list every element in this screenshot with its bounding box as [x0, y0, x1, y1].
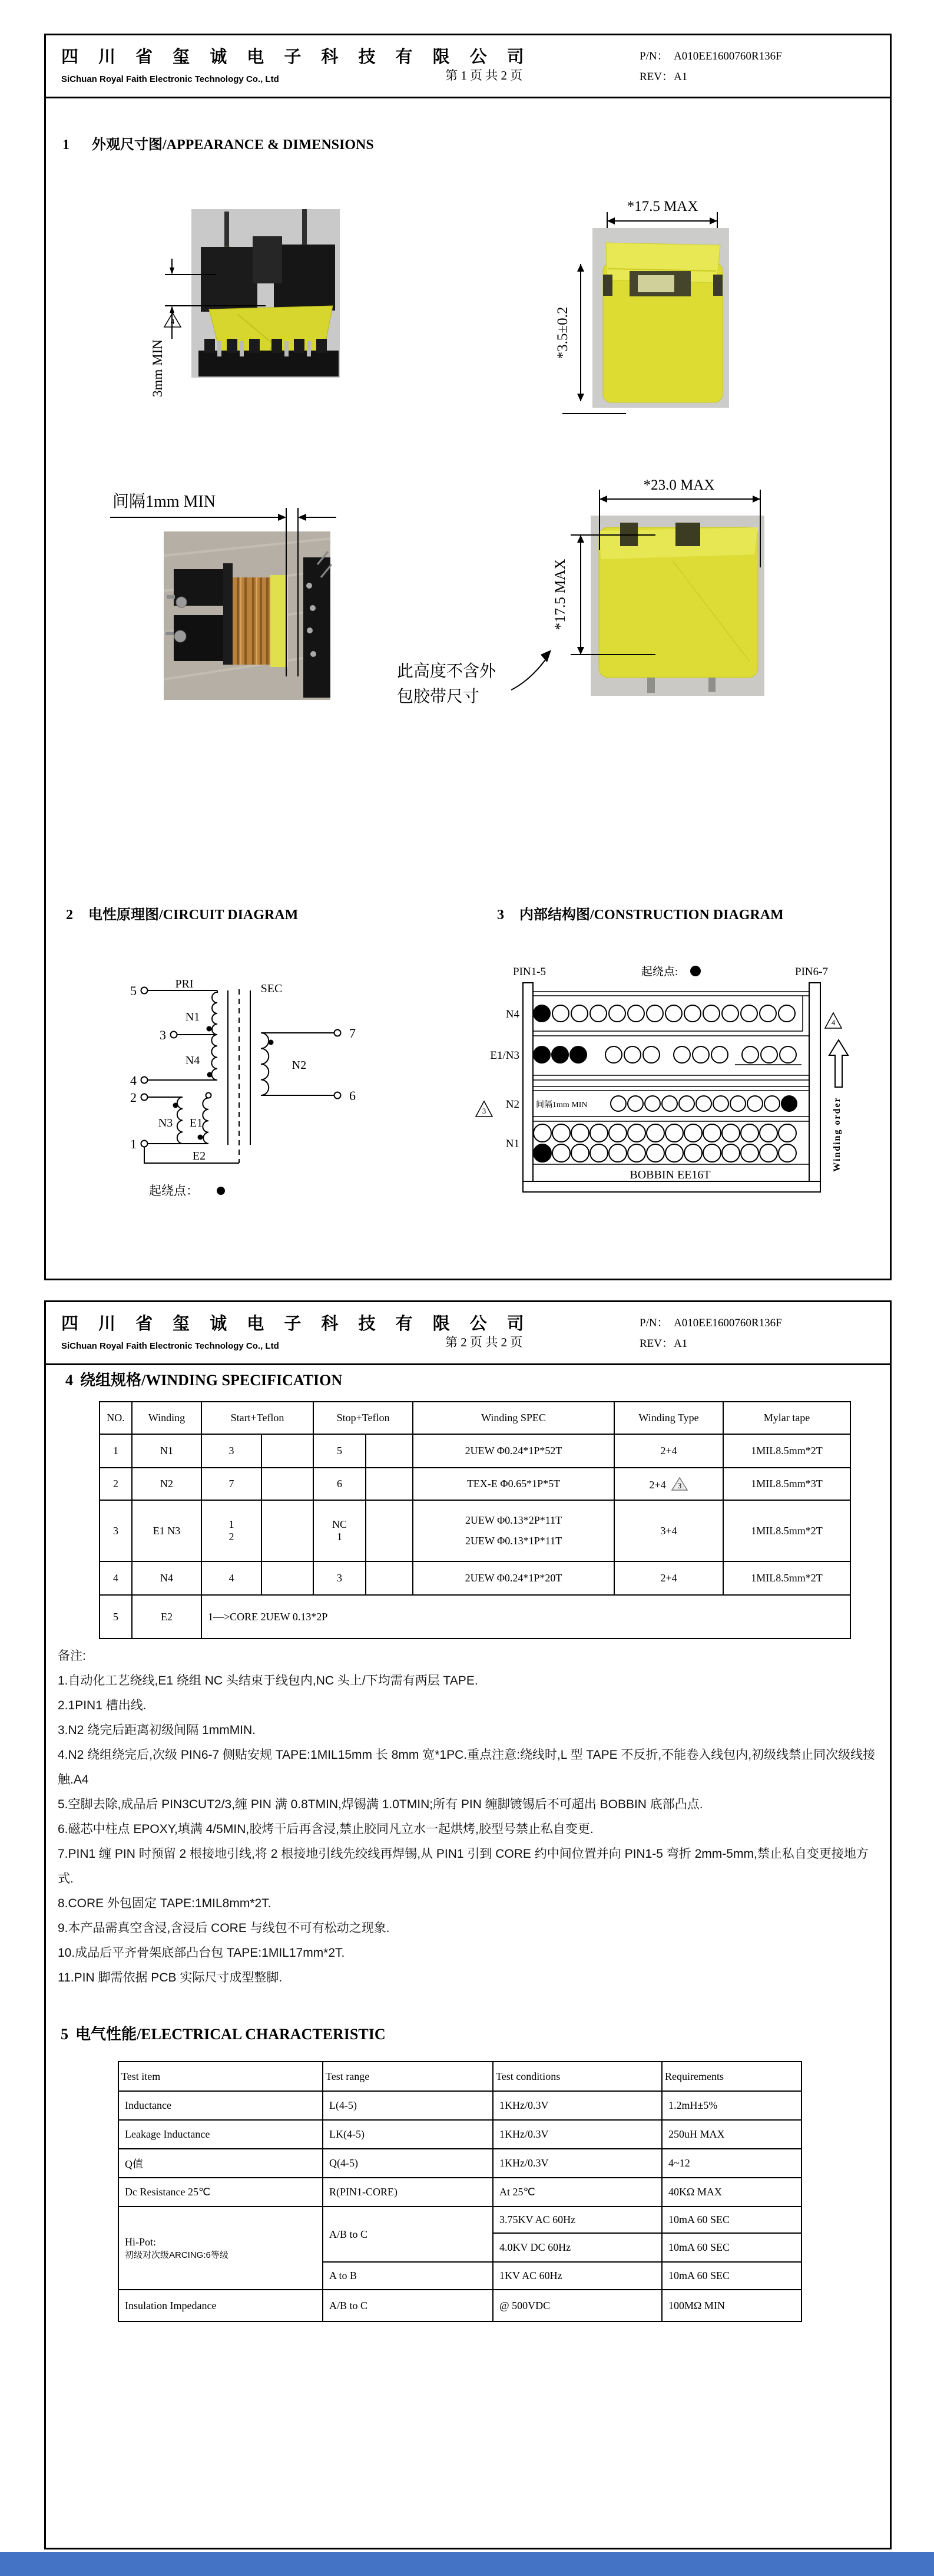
rev-value: A1 [674, 71, 688, 83]
legend-dot-icon [690, 966, 701, 976]
section3-title: 3 内部结构图/CONSTRUCTION DIAGRAM [497, 907, 784, 923]
dim-width-label: *17.5 MAX [627, 199, 698, 214]
note-item: 10.成品后平齐骨架底部凸台包 TAPE:1MIL17mm*2T. [58, 1946, 345, 1960]
construction-diagram [470, 962, 853, 1198]
pin-4-label: 4 [130, 1073, 137, 1088]
pin-6-terminal [334, 1092, 341, 1099]
layer-n1-label: N1 [505, 1138, 519, 1150]
winding-order-arrow-icon [829, 1040, 848, 1087]
note-item: 8.CORE 外包固定 TAPE:1MIL8mm*2T. [58, 1897, 271, 1910]
rev-line: REV：A1 [640, 1337, 688, 1350]
pin-1-terminal [141, 1141, 148, 1147]
coil-n3 [177, 1097, 183, 1144]
company-name-en: SiChuan Royal Faith Electronic Technology Co., Ltd [61, 1341, 279, 1351]
n4-start-dot [207, 1072, 213, 1078]
winding-layer-n4 [534, 1005, 795, 1022]
note-item: 1.自动化工艺绕线,E1 绕组 NC 头结束于线包内,NC 头上/下均需有两层 TAPE. [58, 1674, 478, 1687]
page-2 [44, 1300, 892, 2549]
pn-line: P/N： A010EE1600760R136F [640, 50, 782, 62]
figure-top-view-photo [149, 202, 349, 420]
height-note-line2: 包胶带尺寸 [397, 688, 480, 706]
pri-label: PRI [175, 977, 194, 990]
note-item: 2.1PIN1 槽出线. [58, 1699, 147, 1712]
bobbin-right-flange [809, 983, 820, 1192]
electrical-table [118, 2061, 802, 2322]
e2-wire [144, 1147, 239, 1164]
table-row: Q值 Q(4-5) 1KHz/0.3V 4~12 [118, 2149, 801, 2178]
coil-n4 [211, 1035, 217, 1080]
page2-header [46, 1302, 890, 1365]
col-winding-spec: Winding SPEC [413, 1402, 614, 1434]
winding-n4-label: N4 [185, 1054, 200, 1067]
table-row: Insulation Impedance A/B to C @ 500VDC 100MΩ MIN [118, 2290, 801, 2321]
layer-n4-label: N4 [505, 1008, 519, 1021]
layer-n2-label: N2 [505, 1098, 519, 1111]
figure-overall-dimension [390, 467, 773, 712]
e1-start-dot [198, 1135, 203, 1140]
col-mylar-tape: Mylar tape [723, 1402, 850, 1434]
pn-value: A010EE1600760R136F [674, 1317, 782, 1329]
footer-accent-bar [0, 2552, 934, 2576]
winding-e1-label: E1 [189, 1117, 203, 1130]
winding-layer-n1-bottom [534, 1144, 796, 1162]
table-row: 4.0KV DC 60Hz 10mA 60 SEC [118, 2233, 801, 2262]
page-indicator: 第 1 页 共 2 页 [445, 68, 523, 82]
section5-title: 5 电气性能/ELECTRICAL CHARACTERISTIC [61, 2026, 386, 2043]
n2-start-dot [269, 1040, 274, 1045]
note-item: 4.N2 绕组绕完后,次级 PIN6-7 侧贴安规 TAPE:1MIL15mm 长 8mm 宽*1PC.重点注意:绕线时,L 型 TAPE 不反折,不能卷入线包内,初级线禁止同次级线接触.A4 [58, 1748, 876, 1786]
note-item: 11.PIN 脚需依据 PCB 实际尺寸成型整脚. [58, 1971, 283, 1984]
company-name-cn: 四 川 省 玺 诚 电 子 科 技 有 限 公 司 [61, 48, 532, 67]
pin-7-label: 7 [349, 1026, 356, 1041]
hipot-cell: Hi-Pot: 初级对次级ARCING:6等级 [118, 2207, 323, 2290]
circuit-diagram [114, 971, 361, 1204]
winding-n3-label: N3 [158, 1117, 173, 1130]
pin-4-terminal [141, 1077, 148, 1084]
pin6-7-label: PIN6-7 [795, 966, 828, 978]
rev-line: REV：A1 [640, 71, 688, 83]
pin-3-terminal [171, 1032, 177, 1038]
sec-label: SEC [260, 982, 283, 995]
note-triangle-number: 4 [170, 317, 175, 326]
pin-1-label: 1 [130, 1137, 137, 1151]
note-item: 7.PIN1 缠 PIN 时预留 2 根接地引线,将 2 根接地引线先绞线再焊锡,从 PIN1 引到 CORE 约中间位置并向 PIN1-5 弯折 2mm-5mm,禁止私自变更接地方式. [58, 1847, 869, 1885]
table-header-row [100, 1402, 850, 1434]
figure-side-view-photo [102, 482, 355, 706]
dim-height-label: *17.5 MAX [552, 559, 568, 630]
col-winding-type: Winding Type [614, 1402, 723, 1434]
pn-value: A010EE1600760R136F [674, 50, 782, 62]
table-row: Inductance L(4-5) 1KHz/0.3V 1.2mH±5% [118, 2091, 801, 2120]
gap-note-label: 间隔1mm MIN [536, 1101, 588, 1109]
note-triangle-number: 3 [482, 1107, 486, 1115]
e1-nc-terminal [206, 1093, 211, 1098]
note-item: 9.本产品需真空含浸,含浸后 CORE 与线包不可有松动之现象. [58, 1921, 390, 1935]
bobbin-base [523, 1181, 820, 1192]
dim-gap-label: 间隔1mm MIN [112, 493, 216, 511]
pin-5-terminal [141, 988, 148, 994]
winding-spec-table [99, 1401, 851, 1639]
height-note-line1: 此高度不含外 [397, 662, 496, 681]
section1-title: 1 外观尺寸图/APPEARANCE & DIMENSIONS [62, 137, 374, 153]
col-winding: Winding [132, 1402, 201, 1434]
note-item: 5.空脚去除,成品后 PIN3CUT2/3,缠 PIN 满 0.8TMIN,焊锡满 1.0TMIN;所有 PIN 缠脚镀锡后不可超出 BOBBIN 底部凸点. [58, 1798, 703, 1811]
table-row: Dc Resistance 25℃ R(PIN1-CORE) At 25℃ 40KΩ MAX [118, 2178, 801, 2207]
pin-2-label: 2 [130, 1090, 137, 1105]
winding-layer-n2 [611, 1096, 797, 1111]
notes-block [58, 1644, 882, 1990]
pin-5-label: 5 [130, 983, 137, 998]
n1-start-dot [207, 1026, 212, 1032]
bobbin-left-flange [523, 983, 533, 1192]
bobbin-label: BOBBIN EE16T [630, 1168, 711, 1181]
pin-7-terminal [334, 1030, 341, 1036]
page-indicator: 第 2 页 共 2 页 [445, 1335, 523, 1349]
company-name-cn: 四 川 省 玺 诚 电 子 科 技 有 限 公 司 [61, 1315, 532, 1333]
legend-dot-icon [217, 1187, 225, 1195]
notes-title: 备注: [58, 1649, 86, 1663]
part-number-block [640, 1313, 782, 1354]
coil-e1 [203, 1098, 208, 1144]
winding-layer-e1n3 [534, 1046, 796, 1063]
table-row: 4 N4 4 3 2UEW Φ0.24*1P*20T 2+4 1MIL8.5mm*2T [100, 1561, 850, 1595]
note-item: 3.N2 绕完后距离初级间隔 1mmMIN. [58, 1723, 256, 1737]
coil-n2 [261, 1033, 269, 1095]
winding-e2-label: E2 [192, 1150, 206, 1162]
pin1-5-label: PIN1-5 [513, 966, 546, 978]
pin-6-label: 6 [349, 1088, 356, 1103]
dim-3mm-min: 3mm MIN [150, 339, 165, 397]
yellow-tape [270, 575, 288, 667]
winding-layer-n1-top [534, 1124, 796, 1142]
section4-title: 4 绕组规格/WINDING SPECIFICATION [65, 1372, 343, 1389]
dim-width-label: *23.0 MAX [643, 477, 715, 493]
table-row: Leakage Inductance LK(4-5) 1KHz/0.3V 250uH MAX [118, 2120, 801, 2149]
winding-n1-label: N1 [185, 1010, 200, 1023]
coil-n1 [212, 990, 217, 1035]
pin-3-label: 3 [160, 1028, 166, 1042]
page-1 [44, 34, 892, 1280]
pin-2-terminal [141, 1094, 148, 1101]
col-stop-teflon: Stop+Teflon [313, 1402, 413, 1434]
svg-text:3: 3 [677, 1481, 681, 1490]
note-item: 6.磁芯中柱点 EPOXY,填满 4/5MIN,胶烤干后再含浸,禁止胶同凡立水一起烘烤,胶型号禁止私自变更. [58, 1822, 594, 1836]
start-point-label: 起绕点: [641, 966, 678, 978]
table-row: 1 N1 3 5 2UEW Φ0.24*1P*52T 2+4 1MIL8.5mm*2T [100, 1434, 850, 1468]
table-header-row: Test item Test range Test conditions Requirements [118, 2062, 801, 2091]
table-row: 5 E2 1—>CORE 2UEW 0.13*2P [100, 1595, 850, 1639]
dim-height-label: *3.5±0.2 [555, 306, 571, 359]
table-row: 3 E1 N3 1 2 NC 1 2UEW Φ0.13*2P*11T 2UEW Φ0.13*1P*11T 3+4 1MIL8.5mm*2T [100, 1500, 850, 1561]
pn-line: P/N： A010EE1600760R136F [640, 1317, 782, 1329]
note-triangle-number: 4 [831, 1018, 836, 1027]
winding-n2-label: N2 [292, 1059, 307, 1072]
table-row: Hi-Pot: 初级对次级ARCING:6等级 A/B to C 3.75KV AC 60Hz 10mA 60 SEC [118, 2207, 801, 2233]
col-start-teflon: Start+Teflon [201, 1402, 313, 1434]
company-name-en: SiChuan Royal Faith Electronic Technology Co., Ltd [61, 74, 279, 84]
figure-front-dimension [549, 193, 738, 423]
rev-value: A1 [674, 1337, 688, 1350]
section2-title: 2 电性原理图/CIRCUIT DIAGRAM [66, 907, 299, 923]
page1-header [46, 35, 890, 98]
winding-order-label: Winding order [832, 1097, 842, 1172]
part-number-block [640, 46, 782, 87]
start-point-legend: 起绕点： [149, 1184, 198, 1198]
col-no: NO. [100, 1402, 132, 1434]
table-row: A to B 1KV AC 60Hz 10mA 60 SEC [118, 2262, 801, 2290]
n3-start-dot [173, 1103, 178, 1108]
note-triangle-icon [671, 1476, 688, 1492]
table-row: 2 N2 7 6 TEX-E Φ0.65*1P*5T 2+4 3 1MIL8.5mm*3T [100, 1468, 850, 1500]
layer-e1n3-label: E1/N3 [490, 1049, 519, 1062]
